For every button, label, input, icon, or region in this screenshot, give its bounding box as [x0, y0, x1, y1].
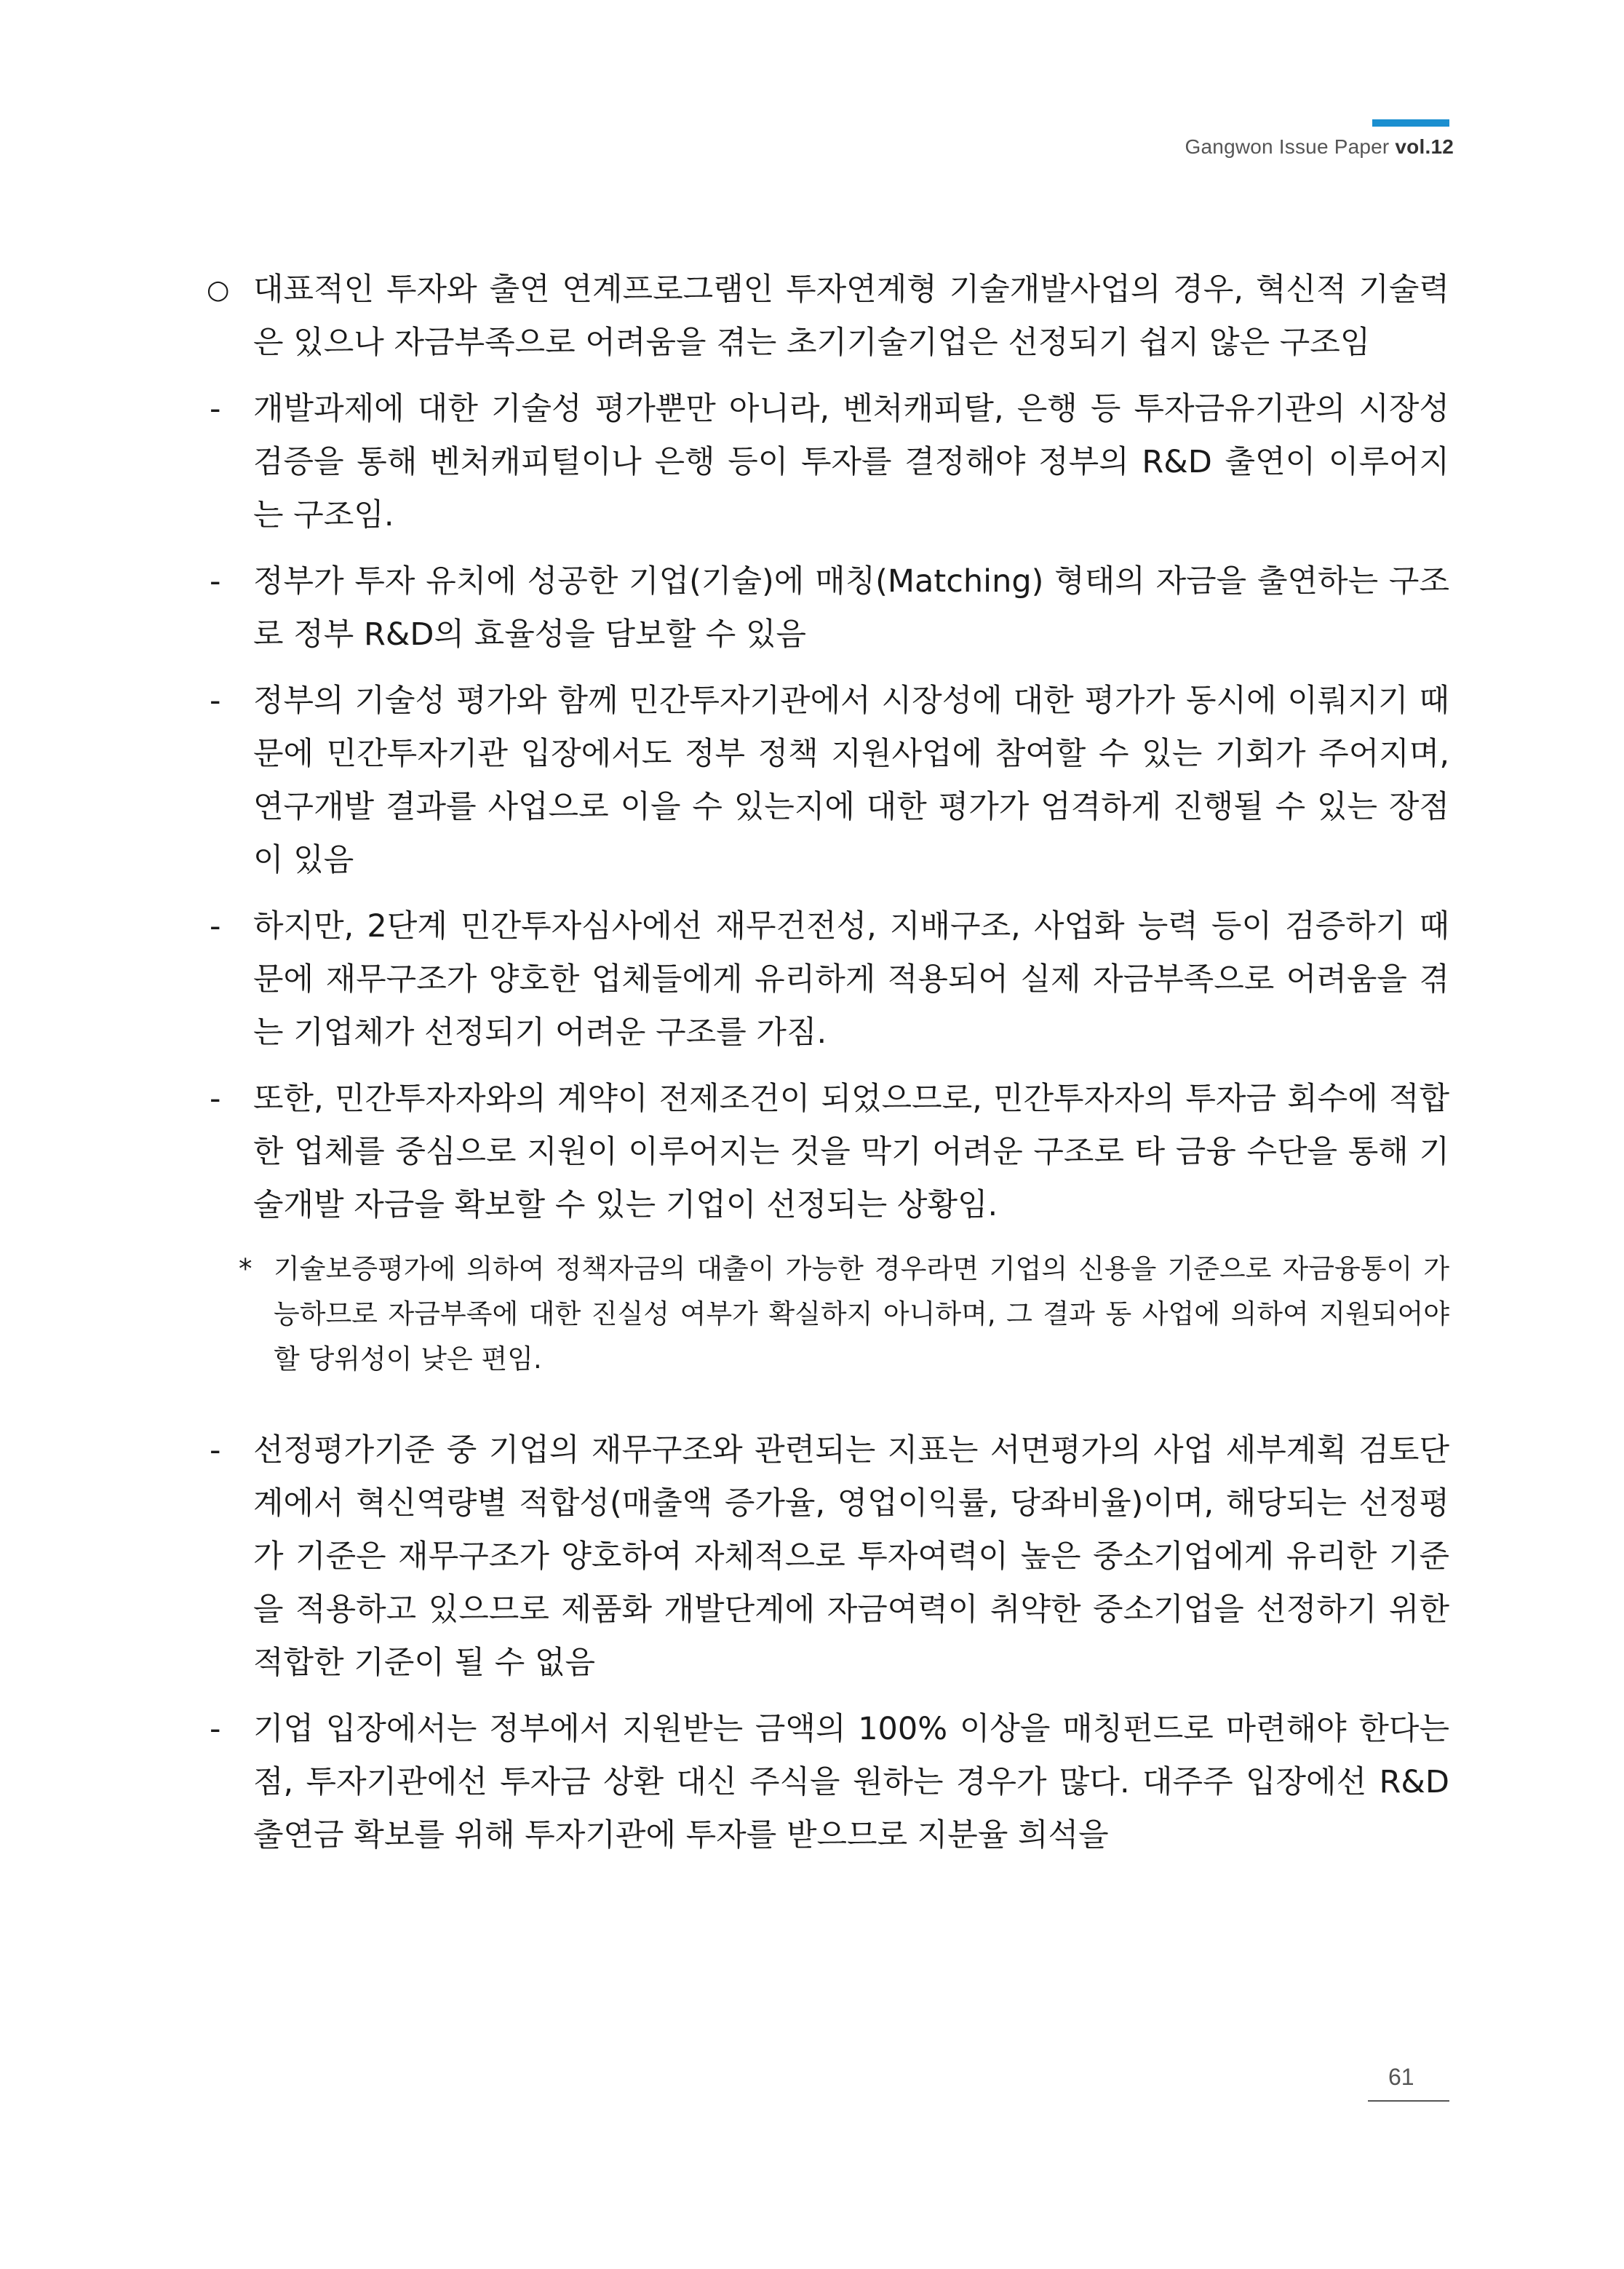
list-item — [201, 555, 1449, 661]
asterisk-icon: * — [239, 1253, 252, 1284]
volume-label: vol.12 — [1395, 135, 1454, 158]
list-item — [201, 900, 1449, 1060]
list-item-text: 하지만, 2단계 민간투자심사에선 재무건전성, 지배구조, 사업화 능력 등이 검증하기 때문에 재무구조가 양호한 업체들에게 유리하게 적용되어 실제 자금부족으로 어려움을 겪는 기업체가 선정되기 어려운 구조를 가짐. — [253, 908, 1449, 1051]
list-item-text: 정부가 투자 유치에 성공한 기업(기술)에 매칭(Matching) 형태의 자금을 출연하는 구조로 정부 R&D의 효율성을 담보할 수 있음 — [253, 563, 1449, 653]
dash-bullet-icon: - — [210, 1432, 221, 1469]
list-item — [201, 675, 1449, 887]
dash-bullet-icon: - — [210, 1711, 221, 1747]
list-item-text: 또한, 민간투자자와의 계약이 전제조건이 되었으므로, 민간투자자의 투자금 회수에 적합한 업체를 중심으로 지원이 이루어지는 것을 막기 어려운 구조로 타 금융 수단을 통해 기술개발 자금을 확보할 수 있는 기업이 선정되는 상황임. — [253, 1081, 1449, 1223]
page-number: 61 — [1388, 2064, 1414, 2090]
dash-bullet-icon: - — [210, 1081, 221, 1117]
header-accent-bar — [1372, 119, 1449, 127]
list-item-text: 선정평가기준 중 기업의 재무구조와 관련되는 지표는 서면평가의 사업 세부계획 검토단계에서 혁신역량별 적합성(매출액 증가율, 영업이익률, 당좌비율)이며, 해당되는 선정평가 기준은 재무구조가 양호하여 자체적으로 투자여력이 높은 중소기업에게 유리한 기준을 적용하고 있으므로 제품화 개발단계에 자금여력이 취약한 중소기업을 선정하기 위한 적합한 기준이 될 수 없음 — [253, 1432, 1449, 1681]
body-content — [201, 263, 1449, 1875]
intro-text: 대표적인 투자와 출연 연계프로그램인 투자연계형 기술개발사업의 경우, 혁신적 기술력은 있으나 자금부족으로 어려움을 겪는 초기기술기업은 선정되기 쉽지 않은 구조임 — [253, 271, 1449, 361]
running-header — [1185, 135, 1454, 159]
list-item — [201, 1703, 1449, 1862]
journal-title: Gangwon Issue Paper — [1185, 135, 1390, 158]
footnote — [201, 1247, 1449, 1382]
dash-bullet-icon: - — [210, 563, 221, 600]
list-item — [201, 1424, 1449, 1690]
page-number-rule — [1368, 2100, 1449, 2102]
footnote-text: 기술보증평가에 의하여 정책자금의 대출이 가능한 경우라면 기업의 신용을 기준으로 자금융통이 가능하므로 자금부족에 대한 진실성 여부가 확실하지 아니하며, 그 결과 동 사업에 의하여 지원되어야할 당위성이 낮은 편임. — [274, 1253, 1449, 1375]
list-item-text: 개발과제에 대한 기술성 평가뿐만 아니라, 벤처캐피탈, 은행 등 투자금유기관의 시장성 검증을 통해 벤처캐피털이나 은행 등이 투자를 결정해야 정부의 R&D 출연이 이루어지는 구조임. — [253, 391, 1449, 533]
intro-paragraph — [201, 263, 1449, 370]
list-item — [201, 383, 1449, 542]
dash-bullet-icon: - — [210, 908, 221, 945]
list-item — [201, 1073, 1449, 1232]
circle-bullet-icon: ○ — [207, 275, 230, 305]
list-item-text: 기업 입장에서는 정부에서 지원받는 금액의 100% 이상을 매칭펀드로 마련해야 한다는 점, 투자기관에선 투자금 상환 대신 주식을 원하는 경우가 많다. 대주주 입장에선 R&D 출연금 확보를 위해 투자기관에 투자를 받으므로 지분율 희석을 — [253, 1711, 1449, 1853]
dash-bullet-icon: - — [210, 683, 221, 719]
dash-bullet-icon: - — [210, 391, 221, 427]
list-item-text: 정부의 기술성 평가와 함께 민간투자기관에서 시장성에 대한 평가가 동시에 이뤄지기 때문에 민간투자기관 입장에서도 정부 정책 지원사업에 참여할 수 있는 기회가 주어지며, 연구개발 결과를 사업으로 이을 수 있는지에 대한 평가가 엄격하게 진행될 수 있는 장점이 있음 — [253, 683, 1449, 878]
